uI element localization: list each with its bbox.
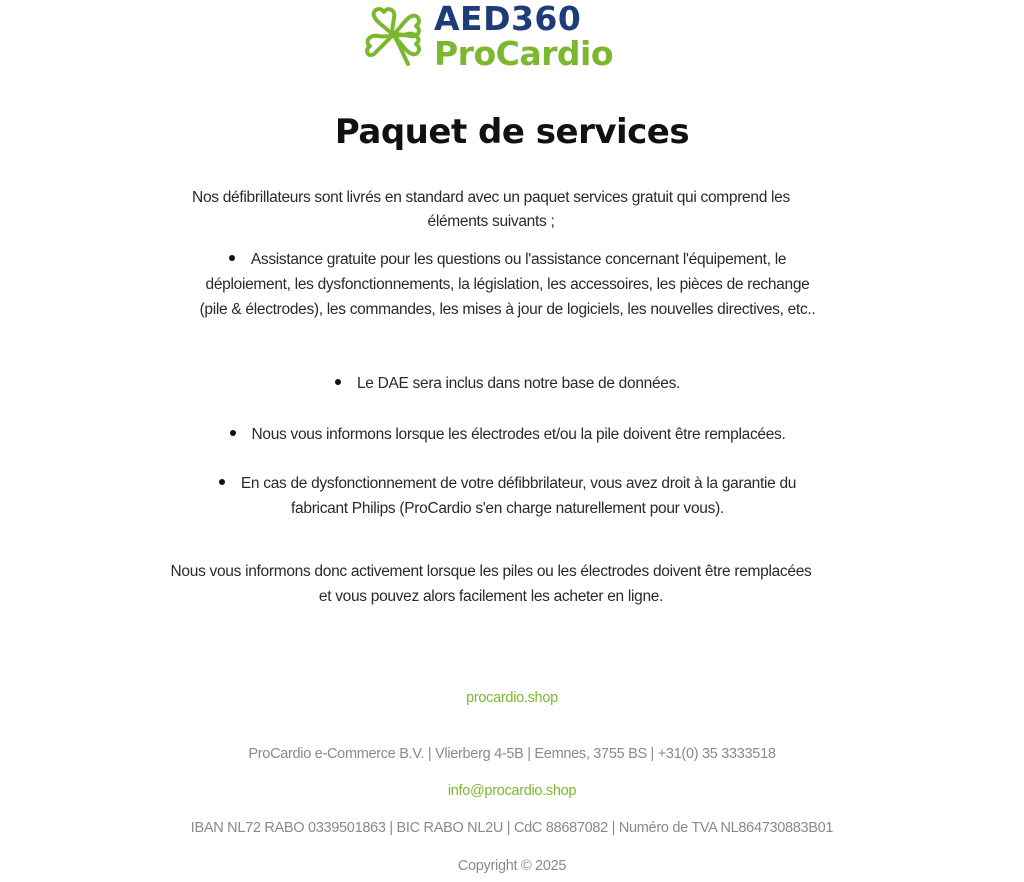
bullet-icon	[230, 430, 236, 436]
bullet-icon	[229, 255, 235, 261]
list-item-text: Le DAE sera inclus dans notre base de données.	[356, 375, 681, 392]
outro-paragraph: Nous vous informons donc activement lorsque les piles ou les électrodes doivent être remplacées et vous pouvez alors facilement les acheter en ligne.	[170, 563, 812, 605]
intro-paragraph: Nos défibrillateurs sont livrés en standard avec un paquet services gratuit qui comprend les éléments suivants ;	[192, 189, 790, 230]
list-item	[195, 422, 820, 447]
list-item	[195, 471, 820, 521]
list-item-text: Assistance gratuite pour les questions ou l'assistance concernant l'équipement, le déploiement, les dysfonctionnements, la législation, les accessoires, les pièces de rechange (pile & électrodes), les commandes, les mises à jour de logiciels, les nouvelles directives, etc..	[199, 251, 816, 318]
bullet-icon	[219, 479, 225, 485]
website-link[interactable]: procardio.shop	[466, 690, 558, 706]
copyright: Copyright © 2025	[457, 858, 567, 874]
email-link[interactable]: info@procardio.shop	[447, 783, 577, 799]
clover-icon	[362, 4, 426, 68]
logo-text-procardio: ProCardio	[434, 34, 613, 73]
brand-logo	[362, 0, 613, 73]
list-item-text: En cas de dysfonctionnement de votre défibbrilateur, vous avez droit à la garantie du fabricant Philips (ProCardio s'en charge naturellement pour vous).	[240, 475, 797, 517]
bank-details: IBAN NL72 RABO 0339501863 | BIC RABO NL2U | CdC 88687082 | Numéro de TVA NL864730883B01	[190, 820, 834, 836]
list-item-text: Nous vous informons lorsque les électrodes et/ou la pile doivent être remplacées.	[251, 426, 786, 443]
list-item	[195, 247, 820, 322]
logo-text-aed360: AED360	[434, 0, 582, 38]
list-item	[195, 371, 820, 396]
bullet-icon	[335, 379, 341, 385]
page-title: Paquet de services	[334, 112, 690, 152]
company-address: ProCardio e-Commerce B.V. | Vlierberg 4-5B | Eemnes, 3755 BS | +31(0) 35 3333518	[248, 746, 776, 762]
